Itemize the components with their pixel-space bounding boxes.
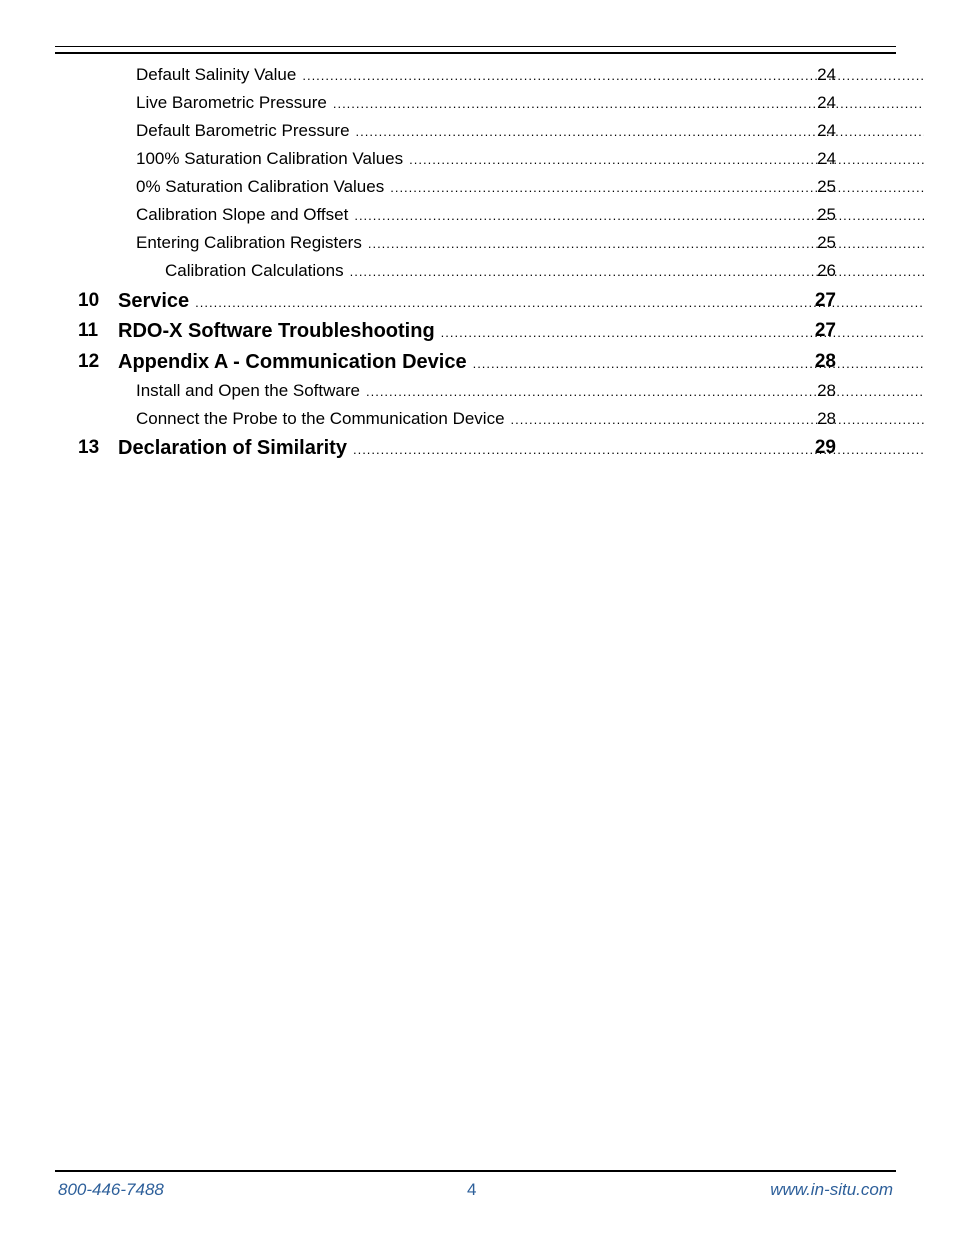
toc-leader-dots [353,442,924,457]
toc-leader-dots [350,264,924,279]
toc-entry-title: 100% Saturation Calibration Values [136,149,404,168]
toc-entry-page: 28 [814,351,836,372]
toc-chapter-number: 12 [78,351,100,372]
toc-entry-page: 24 [817,149,836,168]
toc-entry[interactable] [0,177,954,197]
toc-entry[interactable] [0,381,954,401]
toc-leader-dots [409,152,924,167]
footer-website[interactable]: www.in-situ.com [770,1180,893,1199]
toc-entry-title: RDO-X Software Troubleshooting [118,320,435,342]
toc-entry-title: Default Barometric Pressure [136,121,350,140]
toc-leader-dots [368,236,924,251]
toc-entry-title: Install and Open the Software [136,381,360,400]
toc-entry-title: 0% Saturation Calibration Values [136,177,385,196]
toc-entry-page: 27 [814,290,836,311]
toc-chapter-number: 10 [78,290,100,311]
toc-chapter-entry[interactable] [0,290,954,313]
toc-entry[interactable] [0,261,954,281]
toc-entry[interactable] [0,121,954,141]
toc-chapter-entry[interactable] [0,351,954,374]
toc-entry-page: 24 [817,93,836,112]
toc-entry-title: Calibration Calculations [165,261,344,280]
toc-entry[interactable] [0,233,954,253]
toc-entry-page: 25 [817,233,836,252]
toc-entry-title: Declaration of Similarity [118,437,347,459]
toc-entry-title: Appendix A - Communication Device [118,351,467,373]
toc-entry[interactable] [0,409,954,429]
toc-entry-page: 25 [817,177,836,196]
toc-entry-page: 29 [814,437,836,458]
toc-entry-title: Service [118,290,190,312]
toc-leader-dots [441,325,924,340]
toc-leader-dots [390,180,924,195]
toc-entry[interactable] [0,93,954,113]
toc-chapter-entry[interactable] [0,320,954,343]
toc-entry-page: 28 [817,381,836,400]
toc-entry-page: 25 [817,205,836,224]
toc-leader-dots [354,208,924,223]
toc-leader-dots [511,412,924,427]
toc-entry[interactable] [0,65,954,85]
toc-entry-page: 24 [817,121,836,140]
toc-entry-page: 27 [814,320,836,341]
toc-chapter-number: 11 [78,320,99,341]
toc-entry-title: Connect the Probe to the Communication Device [136,409,505,428]
toc-entry-title: Entering Calibration Registers [136,233,362,252]
toc-leader-dots [356,124,924,139]
toc-chapter-number: 13 [78,437,100,458]
toc-entry[interactable] [0,205,954,225]
toc-entry-title: Live Barometric Pressure [136,93,327,112]
footer-phone: 800-446-7488 [58,1180,164,1199]
toc-entry[interactable] [0,149,954,169]
footer-page-number: 4 [467,1180,477,1199]
header-rule-thin [55,46,896,47]
toc-leader-dots [366,384,924,399]
toc-entry-title: Default Salinity Value [136,65,297,84]
header-rule-thick [55,52,896,54]
footer-rule [55,1170,896,1172]
toc-entry-page: 26 [817,261,836,280]
toc-entry-page: 28 [817,409,836,428]
toc-entry-page: 24 [817,65,836,84]
toc-entry-title: Calibration Slope and Offset [136,205,349,224]
toc-leader-dots [473,356,924,371]
toc-chapter-entry[interactable] [0,437,954,460]
